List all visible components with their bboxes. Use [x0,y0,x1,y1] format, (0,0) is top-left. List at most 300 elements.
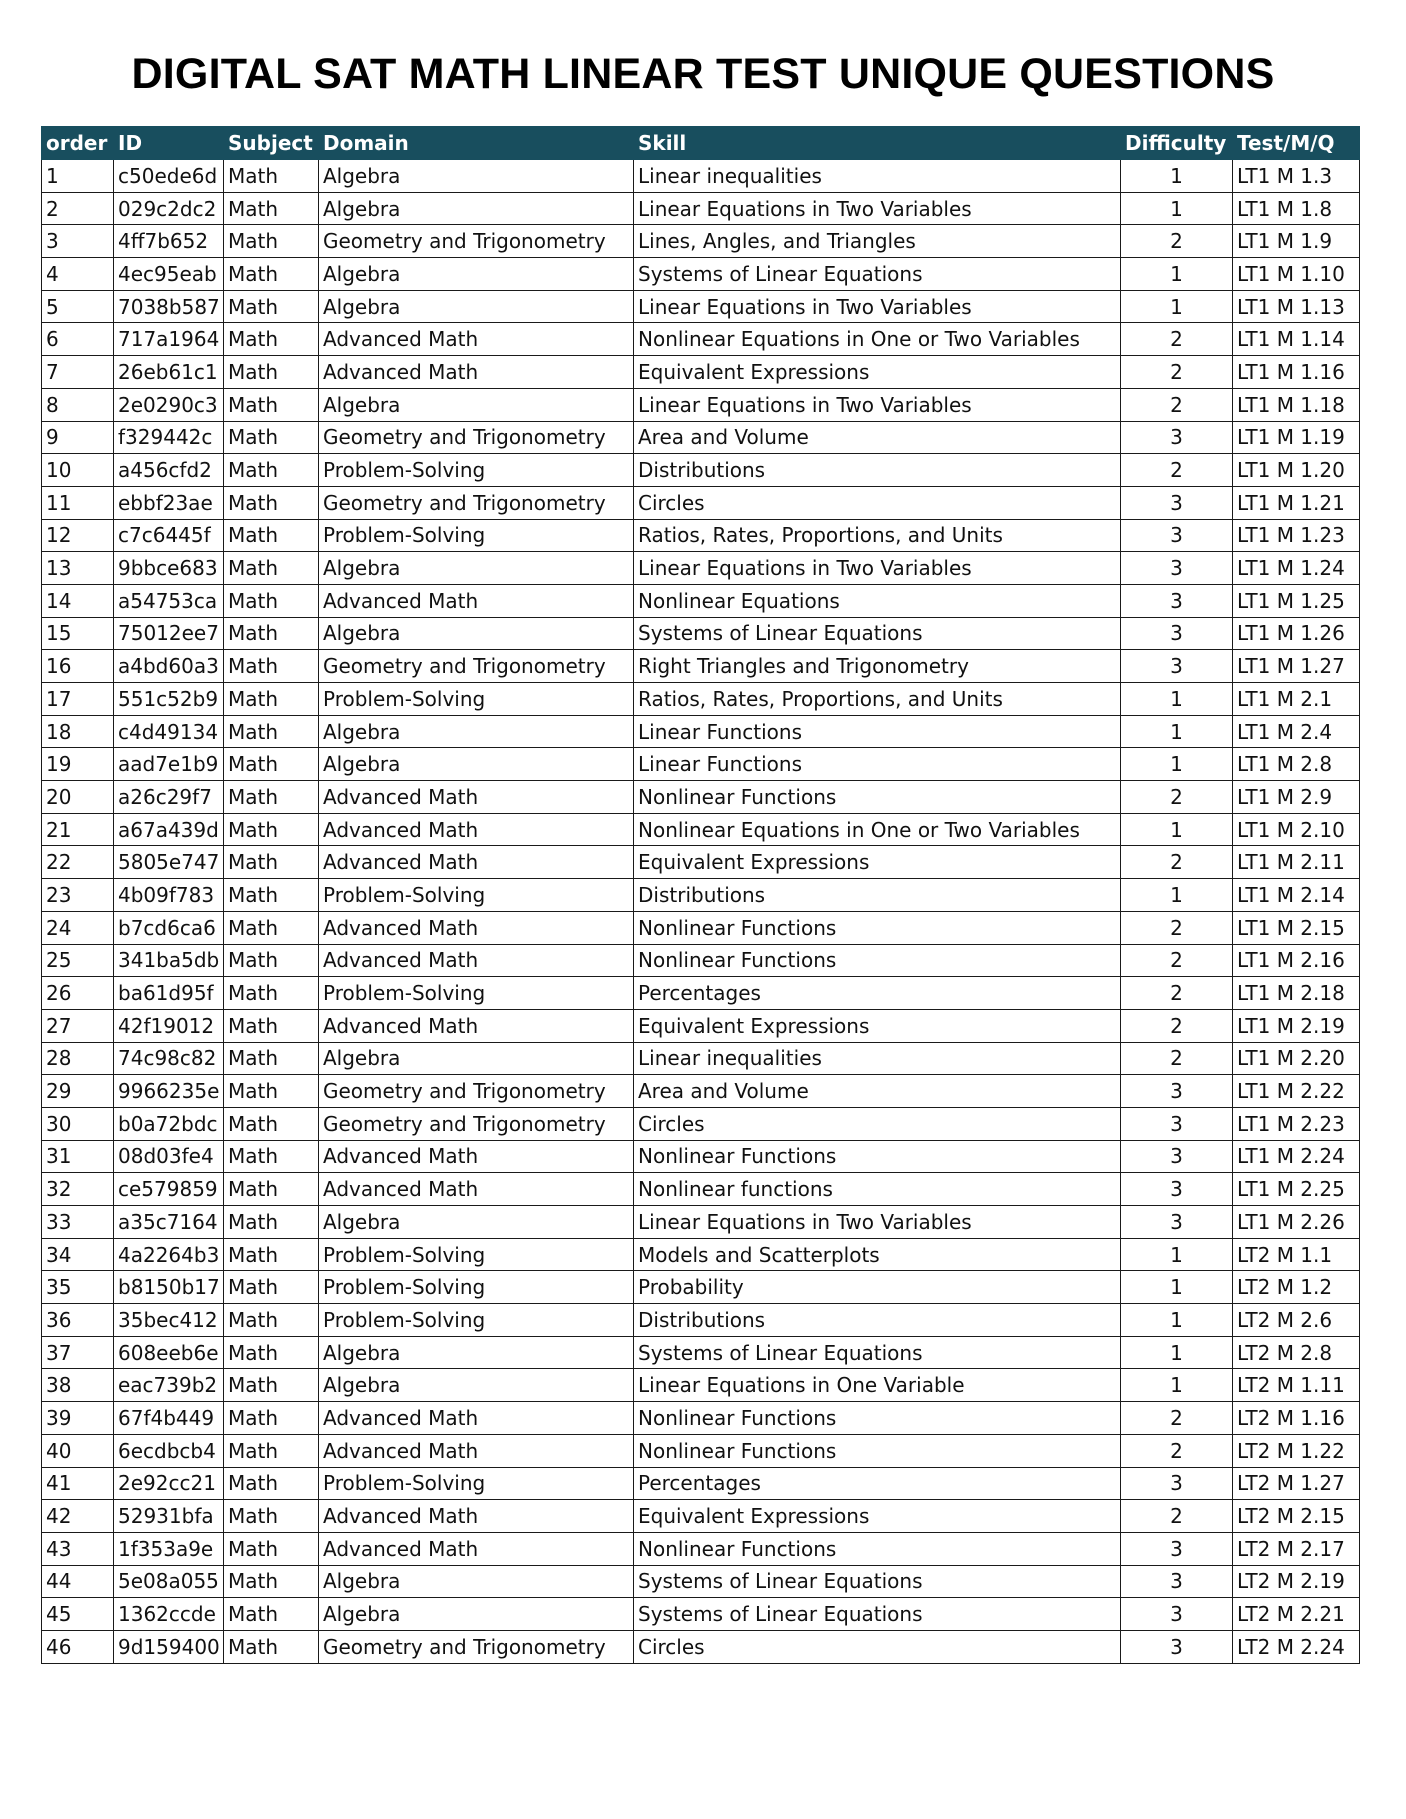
cell-skill: Nonlinear Functions [634,781,1121,814]
cell-order: 10 [42,454,114,487]
cell-test: LT1 M 2.24 [1233,1140,1360,1173]
cell-order: 35 [42,1271,114,1304]
cell-domain: Algebra [319,1565,634,1598]
cell-id: 08d03fe4 [114,1140,224,1173]
table-row [42,1238,1360,1271]
table-row [42,1630,1360,1663]
cell-domain: Advanced Math [319,1532,634,1565]
cell-test: LT1 M 1.24 [1233,552,1360,585]
table-row [42,1304,1360,1337]
cell-order: 7 [42,356,114,389]
cell-order: 30 [42,1107,114,1140]
cell-test: LT1 M 1.9 [1233,225,1360,258]
table-row [42,519,1360,552]
cell-domain: Advanced Math [319,1434,634,1467]
cell-order: 16 [42,650,114,683]
cell-skill: Nonlinear Functions [634,1402,1121,1435]
cell-skill: Systems of Linear Equations [634,258,1121,291]
cell-id: a35c7164 [114,1206,224,1239]
cell-skill: Linear inequalities [634,160,1121,193]
table-row [42,1598,1360,1631]
table-row [42,650,1360,683]
cell-order: 12 [42,519,114,552]
cell-id: 42f19012 [114,1009,224,1042]
table-row [42,1271,1360,1304]
cell-subject: Math [224,1467,319,1500]
table-row [42,1336,1360,1369]
cell-difficulty: 3 [1121,1140,1233,1173]
cell-test: LT2 M 2.24 [1233,1630,1360,1663]
table-row [42,879,1360,912]
cell-skill: Linear inequalities [634,1042,1121,1075]
table-row [42,1173,1360,1206]
table-row [42,323,1360,356]
cell-difficulty: 3 [1121,1173,1233,1206]
cell-id: 75012ee7 [114,617,224,650]
cell-order: 31 [42,1140,114,1173]
cell-subject: Math [224,1009,319,1042]
cell-order: 42 [42,1500,114,1533]
table-row [42,1565,1360,1598]
table-row [42,421,1360,454]
cell-order: 8 [42,388,114,421]
table-row [42,683,1360,716]
cell-test: LT2 M 1.16 [1233,1402,1360,1435]
cell-subject: Math [224,160,319,193]
cell-id: a456cfd2 [114,454,224,487]
cell-domain: Algebra [319,388,634,421]
cell-domain: Problem-Solving [319,1304,634,1337]
cell-order: 29 [42,1075,114,1108]
cell-domain: Algebra [319,748,634,781]
cell-skill: Systems of Linear Equations [634,1336,1121,1369]
cell-id: 9966235e [114,1075,224,1108]
cell-difficulty: 1 [1121,1336,1233,1369]
cell-id: ebbf23ae [114,486,224,519]
cell-domain: Advanced Math [319,584,634,617]
cell-skill: Systems of Linear Equations [634,617,1121,650]
cell-id: aad7e1b9 [114,748,224,781]
table-row [42,1369,1360,1402]
cell-test: LT1 M 1.20 [1233,454,1360,487]
table-row [42,584,1360,617]
cell-domain: Problem-Solving [319,1467,634,1500]
cell-domain: Advanced Math [319,1140,634,1173]
cell-test: LT1 M 2.8 [1233,748,1360,781]
cell-test: LT2 M 2.8 [1233,1336,1360,1369]
cell-subject: Math [224,1336,319,1369]
cell-order: 44 [42,1565,114,1598]
cell-difficulty: 1 [1121,1238,1233,1271]
cell-subject: Math [224,813,319,846]
cell-skill: Nonlinear Equations in One or Two Variables [634,323,1121,356]
cell-subject: Math [224,1107,319,1140]
cell-id: 341ba5db [114,944,224,977]
cell-subject: Math [224,1206,319,1239]
table-row [42,715,1360,748]
cell-difficulty: 2 [1121,356,1233,389]
cell-order: 19 [42,748,114,781]
cell-domain: Algebra [319,1336,634,1369]
cell-test: LT1 M 2.25 [1233,1173,1360,1206]
cell-test: LT1 M 1.3 [1233,160,1360,193]
cell-id: ba61d95f [114,977,224,1010]
cell-test: LT1 M 2.26 [1233,1206,1360,1239]
cell-domain: Algebra [319,552,634,585]
cell-id: b0a72bdc [114,1107,224,1140]
table-row [42,356,1360,389]
cell-test: LT2 M 2.21 [1233,1598,1360,1631]
cell-difficulty: 2 [1121,1434,1233,1467]
cell-test: LT1 M 1.10 [1233,258,1360,291]
cell-domain: Advanced Math [319,813,634,846]
cell-subject: Math [224,977,319,1010]
cell-test: LT1 M 1.16 [1233,356,1360,389]
table-row [42,846,1360,879]
cell-difficulty: 2 [1121,388,1233,421]
cell-order: 28 [42,1042,114,1075]
cell-order: 32 [42,1173,114,1206]
cell-subject: Math [224,290,319,323]
table-row [42,552,1360,585]
cell-id: 1f353a9e [114,1532,224,1565]
cell-domain: Algebra [319,192,634,225]
cell-test: LT1 M 1.14 [1233,323,1360,356]
cell-subject: Math [224,650,319,683]
table-body [42,160,1360,1664]
column-header-difficulty: Difficulty [1121,127,1233,160]
cell-difficulty: 3 [1121,519,1233,552]
cell-skill: Linear Equations in Two Variables [634,388,1121,421]
cell-difficulty: 3 [1121,650,1233,683]
cell-difficulty: 2 [1121,977,1233,1010]
cell-domain: Advanced Math [319,356,634,389]
cell-test: LT2 M 2.19 [1233,1565,1360,1598]
cell-domain: Advanced Math [319,944,634,977]
cell-subject: Math [224,1304,319,1337]
cell-difficulty: 3 [1121,421,1233,454]
cell-subject: Math [224,192,319,225]
cell-difficulty: 3 [1121,1467,1233,1500]
cell-id: 52931bfa [114,1500,224,1533]
table-row [42,225,1360,258]
cell-subject: Math [224,388,319,421]
cell-difficulty: 3 [1121,1598,1233,1631]
cell-subject: Math [224,356,319,389]
cell-skill: Distributions [634,879,1121,912]
cell-skill: Right Triangles and Trigonometry [634,650,1121,683]
cell-order: 6 [42,323,114,356]
cell-subject: Math [224,781,319,814]
column-header-id: ID [114,127,224,160]
cell-id: f329442c [114,421,224,454]
cell-skill: Distributions [634,454,1121,487]
cell-id: a4bd60a3 [114,650,224,683]
cell-id: 4ec95eab [114,258,224,291]
cell-skill: Distributions [634,1304,1121,1337]
cell-subject: Math [224,1500,319,1533]
cell-id: 608eeb6e [114,1336,224,1369]
cell-subject: Math [224,584,319,617]
cell-subject: Math [224,715,319,748]
questions-table [41,126,1360,1664]
cell-id: 5805e747 [114,846,224,879]
cell-domain: Algebra [319,1598,634,1631]
cell-order: 46 [42,1630,114,1663]
table-row [42,258,1360,291]
cell-order: 11 [42,486,114,519]
table-row [42,813,1360,846]
cell-skill: Nonlinear Functions [634,944,1121,977]
cell-difficulty: 1 [1121,715,1233,748]
cell-domain: Geometry and Trigonometry [319,1630,634,1663]
cell-difficulty: 1 [1121,1304,1233,1337]
column-header-order: order [42,127,114,160]
cell-test: LT2 M 2.17 [1233,1532,1360,1565]
cell-domain: Algebra [319,617,634,650]
cell-difficulty: 1 [1121,879,1233,912]
cell-domain: Advanced Math [319,846,634,879]
cell-skill: Probability [634,1271,1121,1304]
table-row [42,1009,1360,1042]
cell-skill: Circles [634,1107,1121,1140]
cell-test: LT1 M 1.26 [1233,617,1360,650]
cell-difficulty: 2 [1121,1402,1233,1435]
cell-skill: Nonlinear Functions [634,1434,1121,1467]
cell-order: 2 [42,192,114,225]
cell-subject: Math [224,879,319,912]
cell-id: 35bec412 [114,1304,224,1337]
cell-test: LT1 M 2.4 [1233,715,1360,748]
cell-test: LT2 M 1.2 [1233,1271,1360,1304]
cell-skill: Equivalent Expressions [634,1500,1121,1533]
cell-skill: Models and Scatterplots [634,1238,1121,1271]
cell-test: LT1 M 1.19 [1233,421,1360,454]
cell-order: 36 [42,1304,114,1337]
cell-test: LT1 M 2.11 [1233,846,1360,879]
cell-id: eac739b2 [114,1369,224,1402]
table-row [42,1500,1360,1533]
cell-difficulty: 1 [1121,1271,1233,1304]
table-row [42,1042,1360,1075]
cell-subject: Math [224,1630,319,1663]
cell-skill: Nonlinear Functions [634,911,1121,944]
cell-skill: Ratios, Rates, Proportions, and Units [634,683,1121,716]
cell-difficulty: 3 [1121,1206,1233,1239]
cell-subject: Math [224,748,319,781]
cell-skill: Nonlinear Functions [634,1140,1121,1173]
cell-id: 7038b587 [114,290,224,323]
cell-order: 21 [42,813,114,846]
cell-difficulty: 2 [1121,1042,1233,1075]
cell-domain: Advanced Math [319,781,634,814]
cell-skill: Area and Volume [634,1075,1121,1108]
cell-subject: Math [224,258,319,291]
cell-difficulty: 1 [1121,813,1233,846]
table-row [42,977,1360,1010]
cell-test: LT2 M 1.27 [1233,1467,1360,1500]
table-row [42,748,1360,781]
column-header-test: Test/M/Q [1233,127,1360,160]
table-row [42,1434,1360,1467]
cell-skill: Nonlinear functions [634,1173,1121,1206]
table-row [42,1075,1360,1108]
cell-id: 2e0290c3 [114,388,224,421]
cell-order: 33 [42,1206,114,1239]
cell-test: LT1 M 2.18 [1233,977,1360,1010]
cell-skill: Lines, Angles, and Triangles [634,225,1121,258]
cell-test: LT1 M 1.23 [1233,519,1360,552]
cell-order: 9 [42,421,114,454]
cell-skill: Equivalent Expressions [634,356,1121,389]
table-row [42,1107,1360,1140]
cell-domain: Advanced Math [319,1173,634,1206]
cell-difficulty: 3 [1121,1630,1233,1663]
cell-id: c50ede6d [114,160,224,193]
cell-subject: Math [224,846,319,879]
cell-difficulty: 2 [1121,781,1233,814]
cell-difficulty: 1 [1121,258,1233,291]
cell-test: LT1 M 2.20 [1233,1042,1360,1075]
cell-id: 2e92cc21 [114,1467,224,1500]
cell-difficulty: 1 [1121,748,1233,781]
cell-domain: Algebra [319,715,634,748]
cell-skill: Area and Volume [634,421,1121,454]
table-row [42,388,1360,421]
cell-order: 43 [42,1532,114,1565]
table-row [42,617,1360,650]
cell-skill: Nonlinear Functions [634,1532,1121,1565]
cell-domain: Advanced Math [319,1500,634,1533]
cell-test: LT1 M 1.27 [1233,650,1360,683]
cell-domain: Geometry and Trigonometry [319,1107,634,1140]
table-row [42,290,1360,323]
cell-id: a54753ca [114,584,224,617]
cell-subject: Math [224,911,319,944]
table-row [42,454,1360,487]
cell-subject: Math [224,323,319,356]
cell-subject: Math [224,486,319,519]
cell-skill: Linear Equations in Two Variables [634,192,1121,225]
cell-subject: Math [224,1173,319,1206]
cell-subject: Math [224,1140,319,1173]
table-row [42,944,1360,977]
cell-test: LT2 M 1.1 [1233,1238,1360,1271]
cell-test: LT1 M 1.25 [1233,584,1360,617]
cell-order: 34 [42,1238,114,1271]
cell-test: LT1 M 1.18 [1233,388,1360,421]
cell-domain: Geometry and Trigonometry [319,650,634,683]
cell-test: LT1 M 2.16 [1233,944,1360,977]
table-row [42,1532,1360,1565]
cell-test: LT1 M 2.9 [1233,781,1360,814]
cell-subject: Math [224,1238,319,1271]
cell-difficulty: 1 [1121,290,1233,323]
cell-order: 22 [42,846,114,879]
cell-order: 41 [42,1467,114,1500]
cell-subject: Math [224,552,319,585]
cell-domain: Algebra [319,1369,634,1402]
cell-domain: Algebra [319,1042,634,1075]
cell-order: 18 [42,715,114,748]
cell-test: LT2 M 1.22 [1233,1434,1360,1467]
cell-subject: Math [224,1369,319,1402]
cell-skill: Percentages [634,977,1121,1010]
cell-difficulty: 1 [1121,160,1233,193]
cell-id: 029c2dc2 [114,192,224,225]
cell-subject: Math [224,1434,319,1467]
cell-skill: Linear Equations in Two Variables [634,290,1121,323]
cell-skill: Linear Equations in One Variable [634,1369,1121,1402]
cell-difficulty: 3 [1121,1565,1233,1598]
cell-id: ce579859 [114,1173,224,1206]
cell-subject: Math [224,1565,319,1598]
cell-domain: Algebra [319,160,634,193]
table-row [42,1402,1360,1435]
cell-id: 67f4b449 [114,1402,224,1435]
cell-order: 26 [42,977,114,1010]
cell-subject: Math [224,683,319,716]
cell-subject: Math [224,617,319,650]
cell-domain: Algebra [319,1206,634,1239]
cell-difficulty: 2 [1121,454,1233,487]
cell-domain: Advanced Math [319,323,634,356]
cell-skill: Linear Equations in Two Variables [634,1206,1121,1239]
cell-difficulty: 2 [1121,846,1233,879]
cell-subject: Math [224,454,319,487]
table-row [42,1467,1360,1500]
cell-test: LT1 M 2.22 [1233,1075,1360,1108]
cell-skill: Nonlinear Equations in One or Two Variables [634,813,1121,846]
cell-order: 14 [42,584,114,617]
cell-domain: Geometry and Trigonometry [319,1075,634,1108]
cell-order: 23 [42,879,114,912]
column-header-domain: Domain [319,127,634,160]
table-row [42,911,1360,944]
cell-skill: Nonlinear Equations [634,584,1121,617]
cell-test: LT2 M 1.11 [1233,1369,1360,1402]
cell-domain: Advanced Math [319,911,634,944]
cell-id: 4a2264b3 [114,1238,224,1271]
cell-domain: Geometry and Trigonometry [319,225,634,258]
cell-domain: Problem-Solving [319,879,634,912]
column-header-subject: Subject [224,127,319,160]
cell-test: LT1 M 1.21 [1233,486,1360,519]
cell-order: 24 [42,911,114,944]
table-row [42,1206,1360,1239]
cell-domain: Problem-Solving [319,1238,634,1271]
cell-subject: Math [224,1402,319,1435]
header-row [42,127,1360,160]
cell-subject: Math [224,1042,319,1075]
cell-skill: Equivalent Expressions [634,846,1121,879]
cell-difficulty: 3 [1121,617,1233,650]
cell-test: LT1 M 2.1 [1233,683,1360,716]
cell-id: a26c29f7 [114,781,224,814]
cell-order: 20 [42,781,114,814]
table-row [42,486,1360,519]
cell-id: 74c98c82 [114,1042,224,1075]
cell-id: 9bbce683 [114,552,224,585]
cell-domain: Problem-Solving [319,1271,634,1304]
cell-id: 6ecdbcb4 [114,1434,224,1467]
table-row [42,1140,1360,1173]
cell-skill: Ratios, Rates, Proportions, and Units [634,519,1121,552]
cell-skill: Linear Functions [634,748,1121,781]
cell-domain: Algebra [319,290,634,323]
cell-difficulty: 3 [1121,1107,1233,1140]
cell-difficulty: 1 [1121,683,1233,716]
